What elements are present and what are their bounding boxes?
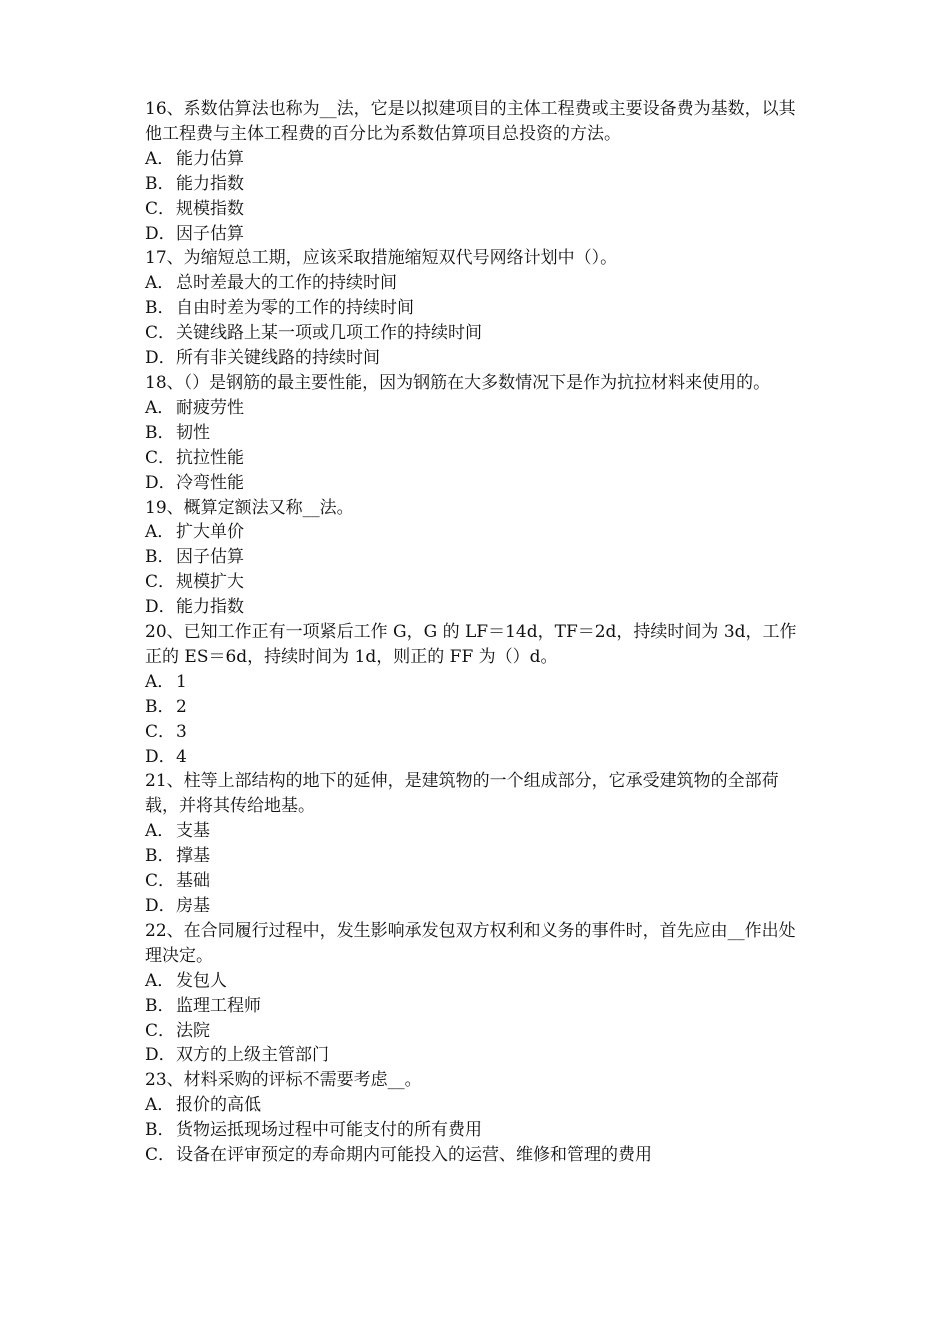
option-item: [145, 271, 810, 296]
option-letter: D．: [145, 348, 176, 369]
option-letter: A．: [145, 821, 175, 842]
option-item: [145, 471, 810, 496]
question-text: 20、已知工作正有一项紧后工作 G，G 的 LF＝14d，TF＝2d，持续时间为 3d，工作正的 ES＝6d，持续时间为 1d，则正的 FF 为（）d。: [145, 622, 797, 667]
option-letter: D．: [145, 597, 176, 618]
question-block: [145, 496, 810, 621]
option-item: [145, 894, 810, 919]
option-letter: C．: [145, 572, 176, 593]
option-letter: D．: [145, 746, 176, 767]
option-text: 报价的高低: [176, 1095, 261, 1116]
document-page: [145, 97, 810, 1168]
option-letter: B．: [145, 298, 175, 319]
option-item: [145, 346, 810, 371]
option-item: [145, 994, 810, 1019]
option-item: [145, 1143, 810, 1168]
question-text: 19、概算定额法又称__法。: [145, 497, 354, 518]
question-text: 22、在合同履行过程中，发生影响承发包双方权利和义务的事件时，首先应由__作出处理决定。: [145, 920, 796, 966]
option-text: 4: [176, 746, 187, 767]
option-item: [145, 1118, 810, 1143]
option-letter: D．: [145, 223, 176, 244]
question-block: [145, 620, 810, 769]
option-letter: D．: [145, 896, 176, 916]
question-block: [145, 1068, 810, 1168]
option-text: 能力指数: [176, 173, 244, 194]
option-text: 2: [176, 696, 187, 717]
option-letter: A．: [145, 671, 175, 692]
option-text: 韧性: [176, 422, 210, 443]
question-block: [145, 97, 810, 246]
option-text: 总时差最大的工作的持续时间: [176, 273, 397, 294]
option-item: [145, 172, 810, 197]
option-item: [145, 1019, 810, 1044]
option-letter: D．: [145, 472, 176, 493]
option-text: 法院: [176, 1020, 210, 1041]
option-item: [145, 321, 810, 346]
option-text: 抗拉性能: [176, 447, 244, 468]
option-text: 3: [176, 721, 187, 742]
option-item: [145, 869, 810, 894]
option-letter: A．: [145, 970, 175, 991]
option-text: 货物运抵现场过程中可能支付的所有费用: [176, 1120, 482, 1141]
option-item: [145, 147, 810, 172]
option-letter: C．: [145, 871, 176, 892]
option-item: [145, 570, 810, 595]
option-text: 能力指数: [176, 597, 244, 618]
option-letter: C．: [145, 447, 176, 468]
option-letter: B．: [145, 547, 175, 568]
option-text: 规模扩大: [176, 572, 244, 593]
question-block: [145, 371, 810, 496]
option-item: [145, 1043, 810, 1068]
option-text: 耐疲劳性: [176, 397, 244, 418]
option-text: 基础: [176, 871, 210, 892]
option-letter: C．: [145, 198, 176, 219]
option-text: 发包人: [176, 970, 227, 991]
option-item: [145, 819, 810, 844]
option-item: [145, 720, 810, 745]
option-letter: A．: [145, 397, 175, 418]
option-item: [145, 670, 810, 695]
question-block: [145, 919, 810, 1068]
question-text: 21、柱等上部结构的地下的延伸，是建筑物的一个组成部分，它承受建筑物的全部荷载，并将其传给地基。: [145, 771, 779, 817]
option-item: [145, 197, 810, 222]
option-letter: C．: [145, 1020, 176, 1041]
question-text: 18、（）是钢筋的最主要性能，因为钢筋在大多数情况下是作为抗拉材料来使用的。: [145, 372, 771, 393]
option-item: [145, 296, 810, 321]
option-text: 因子估算: [176, 223, 244, 244]
option-item: [145, 969, 810, 994]
option-letter: B．: [145, 846, 175, 867]
option-item: [145, 396, 810, 421]
option-text: 规模指数: [176, 198, 244, 219]
option-letter: B．: [145, 696, 175, 717]
option-letter: A．: [145, 148, 175, 169]
option-item: [145, 520, 810, 545]
option-item: [145, 545, 810, 570]
option-letter: D．: [145, 1045, 176, 1066]
option-letter: C．: [145, 323, 176, 344]
question-text: 23、材料采购的评标不需要考虑__。: [145, 1070, 422, 1091]
option-item: [145, 222, 810, 247]
option-letter: B．: [145, 422, 175, 443]
option-text: 双方的上级主管部门: [176, 1045, 329, 1066]
question-text: 16、系数估算法也称为__法，它是以拟建项目的主体工程费或主要设备费为基数，以其他工程费与主体工程费的百分比为系数估算项目总投资的方法。: [145, 99, 796, 144]
option-text: 扩大单价: [176, 522, 244, 543]
option-item: [145, 595, 810, 620]
option-text: 冷弯性能: [176, 472, 244, 493]
option-letter: A．: [145, 1095, 175, 1116]
option-letter: B．: [145, 995, 175, 1016]
option-letter: B．: [145, 1120, 175, 1141]
option-item: [145, 421, 810, 446]
option-item: [145, 745, 810, 770]
option-text: 所有非关键线路的持续时间: [176, 348, 380, 369]
option-text: 房基: [176, 896, 210, 916]
option-letter: A．: [145, 273, 175, 294]
question-block: [145, 769, 810, 918]
option-letter: B．: [145, 173, 175, 194]
option-text: 因子估算: [176, 547, 244, 568]
option-text: 能力估算: [176, 148, 244, 169]
option-item: [145, 1093, 810, 1118]
question-text: 17、为缩短总工期，应该采取措施缩短双代号网络计划中（）。: [145, 248, 618, 269]
option-text: 1: [176, 671, 187, 692]
question-block: [145, 246, 810, 371]
option-item: [145, 446, 810, 471]
option-text: 关键线路上某一项或几项工作的持续时间: [176, 323, 482, 344]
option-letter: C．: [145, 721, 176, 742]
option-letter: C．: [145, 1145, 176, 1166]
option-letter: A．: [145, 522, 175, 543]
option-item: [145, 695, 810, 720]
option-item: [145, 844, 810, 869]
option-text: 撑基: [176, 846, 210, 867]
option-text: 自由时差为零的工作的持续时间: [176, 298, 414, 319]
option-text: 支基: [176, 821, 210, 842]
option-text: 监理工程师: [176, 995, 261, 1016]
option-text: 设备在评审预定的寿命期内可能投入的运营、维修和管理的费用: [176, 1145, 652, 1166]
